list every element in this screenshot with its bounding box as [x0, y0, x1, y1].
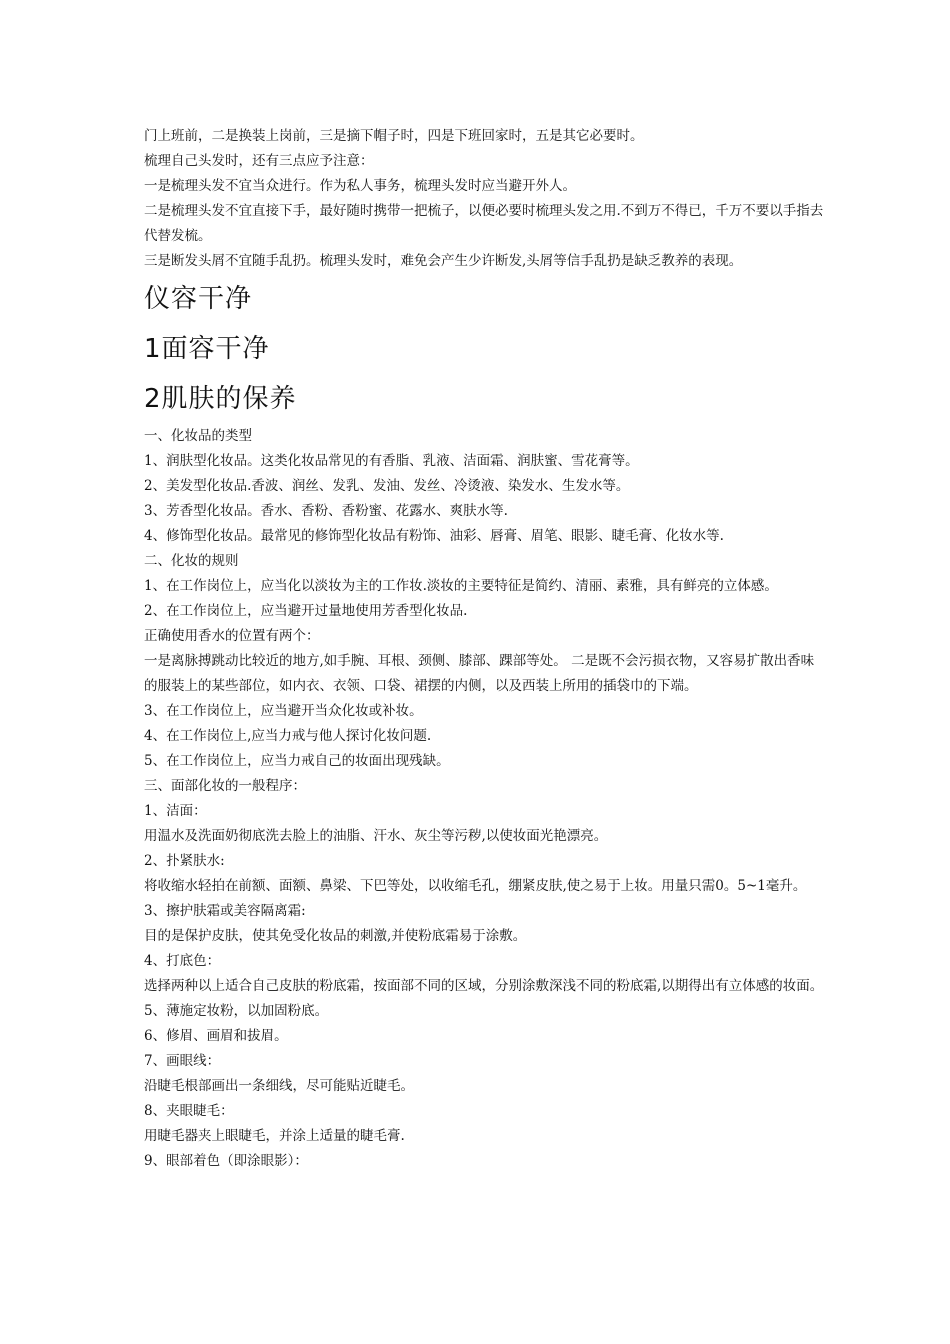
section-heading: 2肌肤的保养: [144, 384, 297, 414]
paragraph: 6、修眉、画眉和拔眉。: [144, 1028, 288, 1044]
paragraph: 二是梳理头发不宜直接下手，最好随时携带一把梳子，以便必要时梳理头发之用.不到万不得已，千万不要以手指去代替发梳。: [144, 203, 824, 244]
paragraph: 选择两种以上适合自己皮肤的粉底霜，按面部不同的区域，分别涂敷深浅不同的粉底霜,以期得出有立体感的妆面。: [144, 978, 824, 994]
paragraph: 9、眼部着色（即涂眼影）：: [144, 1153, 308, 1169]
section-heading: 1面容干净: [144, 334, 270, 364]
paragraph: 2、在工作岗位上，应当避开过量地使用芳香型化妆品.: [144, 603, 468, 619]
paragraph: 5、在工作岗位上，应当力戒自己的妆面出现残缺。: [144, 753, 450, 769]
paragraph: 用温水及洗面奶彻底洗去脸上的油脂、汗水、灰尘等污秽,以使妆面光艳漂亮。: [144, 828, 608, 844]
paragraph: 4、打底色：: [144, 953, 221, 969]
paragraph: 3、芳香型化妆品。香水、香粉、香粉蜜、花露水、爽肤水等.: [144, 503, 508, 519]
document-body: [144, 124, 824, 1174]
paragraph: 8、夹眼睫毛：: [144, 1103, 234, 1119]
paragraph: 4、在工作岗位上,应当力戒与他人探讨化妆问题.: [144, 728, 432, 744]
paragraph: 3、擦护肤霜或美容隔离霜:: [144, 903, 306, 919]
paragraph: 目的是保护皮肤，使其免受化妆品的刺激,并使粉底霜易于涂敷。: [144, 928, 527, 944]
paragraph: 二、化妆的规则: [144, 553, 239, 569]
paragraph: 正确使用香水的位置有两个：: [144, 628, 320, 644]
paragraph: 沿睫毛根部画出一条细线，尽可能贴近睫毛。: [144, 1078, 414, 1094]
paragraph: 2、美发型化妆品.香波、润丝、发乳、发油、发丝、冷烫液、染发水、生发水等。: [144, 478, 630, 494]
paragraph: 1、洁面：: [144, 803, 207, 819]
paragraph: 一、化妆品的类型: [144, 428, 252, 444]
paragraph: 三、面部化妆的一般程序：: [144, 778, 306, 794]
paragraph: 1、润肤型化妆品。这类化妆品常见的有香脂、乳液、洁面霜、润肤蜜、雪花膏等。: [144, 453, 639, 469]
paragraph: 用睫毛器夹上眼睫毛，并涂上适量的睫毛膏.: [144, 1128, 405, 1144]
section-heading: 仪容干净: [144, 284, 253, 314]
paragraph: 三是断发头屑不宜随手乱扔。梳理头发时，难免会产生少许断发,头屑等信手乱扔是缺乏教养的表现。: [144, 253, 743, 269]
paragraph: 2、扑紧肤水:: [144, 853, 225, 869]
paragraph: 梳理自己头发时，还有三点应予注意：: [144, 153, 374, 169]
paragraph: 5、薄施定妆粉，以加固粉底。: [144, 1003, 329, 1019]
paragraph: 1、在工作岗位上，应当化以淡妆为主的工作妆.淡妆的主要特征是简约、清丽、素雅，具有鲜亮的立体感。: [144, 578, 778, 594]
paragraph: 门上班前，二是换装上岗前，三是摘下帽子时，四是下班回家时，五是其它必要时。: [144, 128, 644, 144]
paragraph: 4、修饰型化妆品。最常见的修饰型化妆品有粉饰、油彩、唇膏、眉笔、眼影、睫毛膏、化妆水等.: [144, 528, 724, 544]
paragraph: 7、画眼线：: [144, 1053, 221, 1069]
paragraph: 一是梳理头发不宜当众进行。作为私人事务，梳理头发时应当避开外人。: [144, 178, 576, 194]
paragraph: 将收缩水轻拍在前额、面额、鼻梁、下巴等处，以收缩毛孔，绷紧皮肤,使之易于上妆。用量只需0。5~1毫升。: [144, 878, 807, 894]
paragraph: 一是离脉搏跳动比较近的地方,如手腕、耳根、颈侧、膝部、踝部等处。 二是既不会污损衣物，又容易扩散出香味的服装上的某些部位，如内衣、衣领、口袋、裙摆的内侧，以及西装上所用的插袋巾的下端。: [144, 653, 815, 694]
paragraph: 3、在工作岗位上，应当避开当众化妆或补妆。: [144, 703, 423, 719]
